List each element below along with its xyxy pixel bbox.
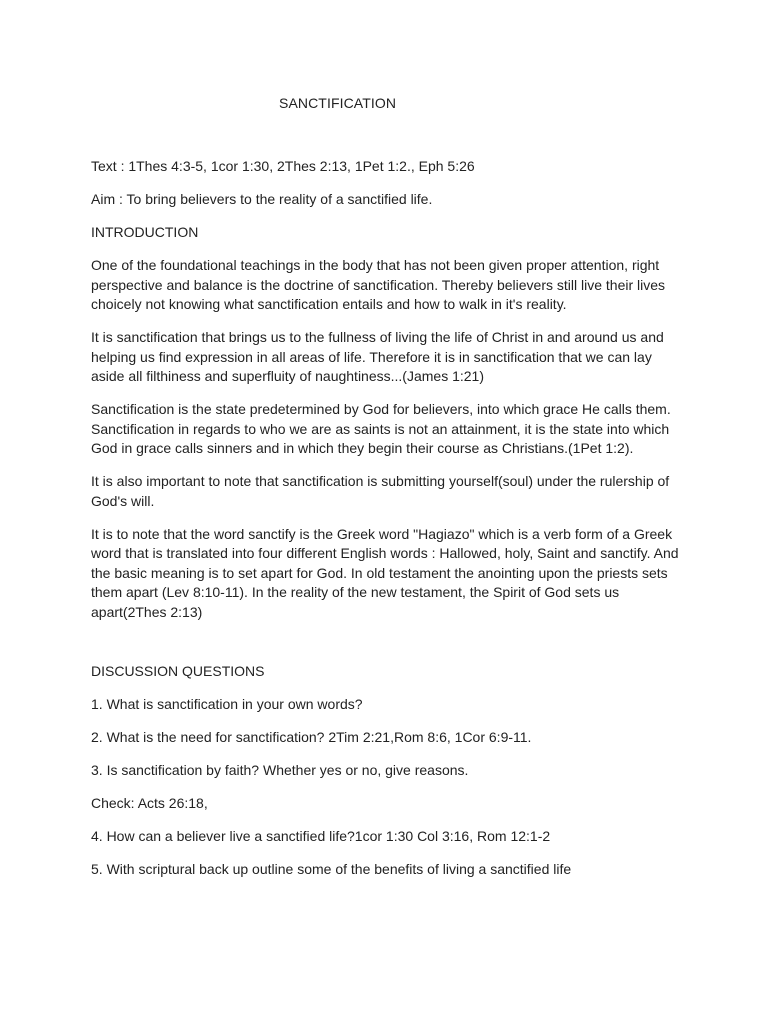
paragraph: It is also important to note that sanctification is submitting yourself(soul) under the rulership of God's will. xyxy=(91,473,670,509)
paragraph: It is sanctification that brings us to the fullness of living the life of Christ in and around us and helping us find expression in all areas of life. Therefore it is in sanctification that we can lay aside all filthiness and superfluity of naughtiness...(James 1:21) xyxy=(91,329,664,384)
introduction-heading: INTRODUCTION xyxy=(91,224,199,240)
document-body xyxy=(91,157,681,893)
aim-statement: Aim : To bring believers to the reality of a sanctified life. xyxy=(91,191,433,207)
paragraph: Sanctification is the state predetermined by God for believers, into which grace He calls them. Sanctification in regards to who we are as saints is not an attainment, it is the state into which God in grace calls sinners and in which they begin their course as Christians.(1Pet 1:2). xyxy=(91,401,671,456)
discussion-check: Check: Acts 26:18, xyxy=(91,795,208,811)
paragraph: It is to note that the word sanctify is the Greek word "Hagiazo" which is a verb form of a Greek word that is translated into four different English words : Hallowed, holy, Saint and sanctify. And the basic meaning is to set apart for God. In old testament the anointing upon the priests sets them apart (Lev 8:10-11). In the reality of the new testament, the Spirit of God sets us apart(2Thes 2:13) xyxy=(91,525,679,620)
discussion-question: 4. How can a believer live a sanctified life?1cor 1:30 Col 3:16, Rom 12:1-2 xyxy=(91,828,551,844)
discussion-question: 1. What is sanctification in your own words? xyxy=(91,696,363,712)
discussion-heading: DISCUSSION QUESTIONS xyxy=(91,663,265,679)
document-title: SANCTIFICATION xyxy=(279,95,397,111)
discussion-question: 5. With scriptural back up outline some of the benefits of living a sanctified life xyxy=(91,861,572,877)
text-references: Text : 1Thes 4:3-5, 1cor 1:30, 2Thes 2:13, 1Pet 1:2., Eph 5:26 xyxy=(91,158,475,174)
discussion-question: 3. Is sanctification by faith? Whether yes or no, give reasons. xyxy=(91,762,469,778)
discussion-question: 2. What is the need for sanctification? 2Tim 2:21,Rom 8:6, 1Cor 6:9-11. xyxy=(91,729,532,745)
paragraph: One of the foundational teachings in the body that has not been given proper attention, right perspective and balance is the doctrine of sanctification. Thereby believers still live their lives choicely not knowing what sanctification entails and how to walk in it's reality. xyxy=(91,257,666,312)
